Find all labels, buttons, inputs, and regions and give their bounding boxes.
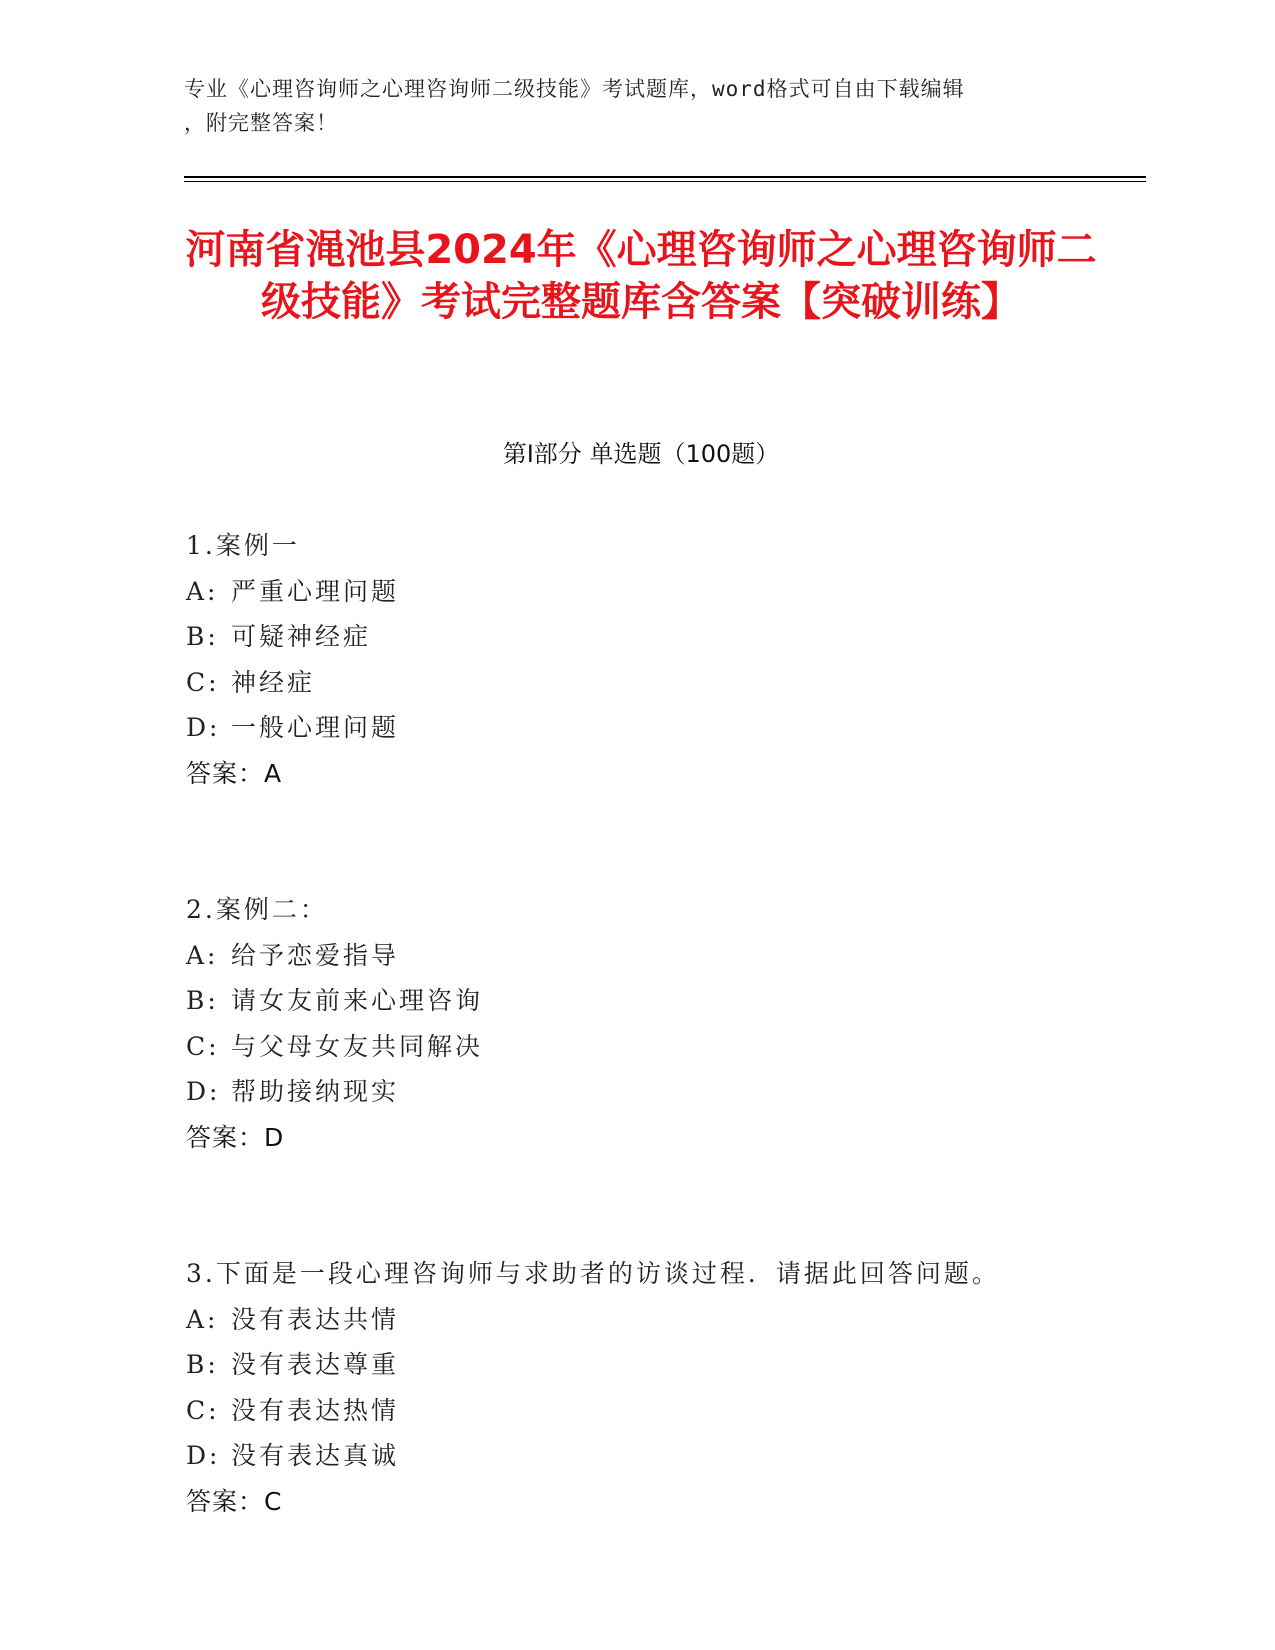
option-text: 没有表达热情 bbox=[231, 1395, 400, 1425]
option-d bbox=[186, 1433, 1106, 1479]
option-text: 与父母女友共同解决 bbox=[231, 1031, 484, 1061]
option-text: 请女友前来心理咨询 bbox=[231, 986, 484, 1015]
option-key: C: bbox=[186, 1031, 220, 1061]
option-key: A: bbox=[186, 576, 219, 606]
header-note bbox=[184, 72, 1054, 140]
question-stem: 1.案例一 bbox=[186, 531, 300, 560]
option-a bbox=[186, 933, 1106, 979]
option-text: 没有表达真诚 bbox=[231, 1441, 400, 1470]
question-spacer bbox=[186, 796, 1106, 887]
option-key: C: bbox=[186, 1395, 220, 1425]
header-note-line-2: ，附完整答案！ bbox=[184, 111, 338, 135]
question-list bbox=[186, 523, 1106, 1524]
option-key: A: bbox=[186, 940, 219, 970]
option-key: B: bbox=[186, 1350, 219, 1379]
option-d bbox=[186, 1069, 1106, 1115]
option-key: C: bbox=[186, 667, 220, 697]
option-text: 没有表达尊重 bbox=[231, 1350, 400, 1379]
option-key: D: bbox=[186, 1441, 221, 1470]
option-key: D: bbox=[186, 713, 221, 742]
header-note-line-1: 专业《心理咨询师之心理咨询师二级技能》考试题库，word格式可自由下载编辑 bbox=[184, 77, 965, 101]
question-stem: 3.下面是一段心理咨询师与求助者的访谈过程．请据此回答问题。 bbox=[186, 1259, 1000, 1288]
option-text: 神经症 bbox=[231, 667, 316, 697]
option-key: B: bbox=[186, 622, 219, 651]
option-key: B: bbox=[186, 986, 219, 1015]
answer-line: 答案：C bbox=[186, 1486, 283, 1516]
option-c bbox=[186, 1388, 1106, 1434]
header-divider-thick bbox=[184, 176, 1146, 178]
option-d bbox=[186, 705, 1106, 751]
document-title: 河南省渑池县2024年《心理咨询师之心理咨询师二级技能》考试完整题库含答案【突破训练】 bbox=[185, 227, 1097, 325]
option-a bbox=[186, 569, 1106, 615]
option-text: 帮助接纳现实 bbox=[231, 1077, 400, 1106]
option-b bbox=[186, 978, 1106, 1024]
question-1 bbox=[186, 523, 1106, 796]
option-c bbox=[186, 1024, 1106, 1070]
option-text: 没有表达共情 bbox=[231, 1304, 400, 1334]
option-key: D: bbox=[186, 1077, 221, 1106]
option-b bbox=[186, 1342, 1106, 1388]
question-spacer bbox=[186, 1160, 1106, 1251]
option-c bbox=[186, 660, 1106, 706]
option-text: 可疑神经症 bbox=[231, 622, 372, 651]
question-stem: 2.案例二： bbox=[186, 895, 328, 924]
question-3 bbox=[186, 1251, 1106, 1524]
header-divider-thin bbox=[184, 181, 1146, 182]
option-a bbox=[186, 1297, 1106, 1343]
option-key: A: bbox=[186, 1304, 219, 1334]
answer-line: 答案：D bbox=[186, 1122, 285, 1152]
option-text: 严重心理问题 bbox=[231, 576, 400, 606]
option-text: 给予恋爱指导 bbox=[231, 940, 400, 970]
option-text: 一般心理问题 bbox=[231, 713, 400, 742]
answer-line: 答案：A bbox=[186, 758, 283, 788]
section-heading: 第Ⅰ部分 单选题（100题） bbox=[502, 440, 780, 468]
option-b bbox=[186, 614, 1106, 660]
question-2 bbox=[186, 887, 1106, 1160]
